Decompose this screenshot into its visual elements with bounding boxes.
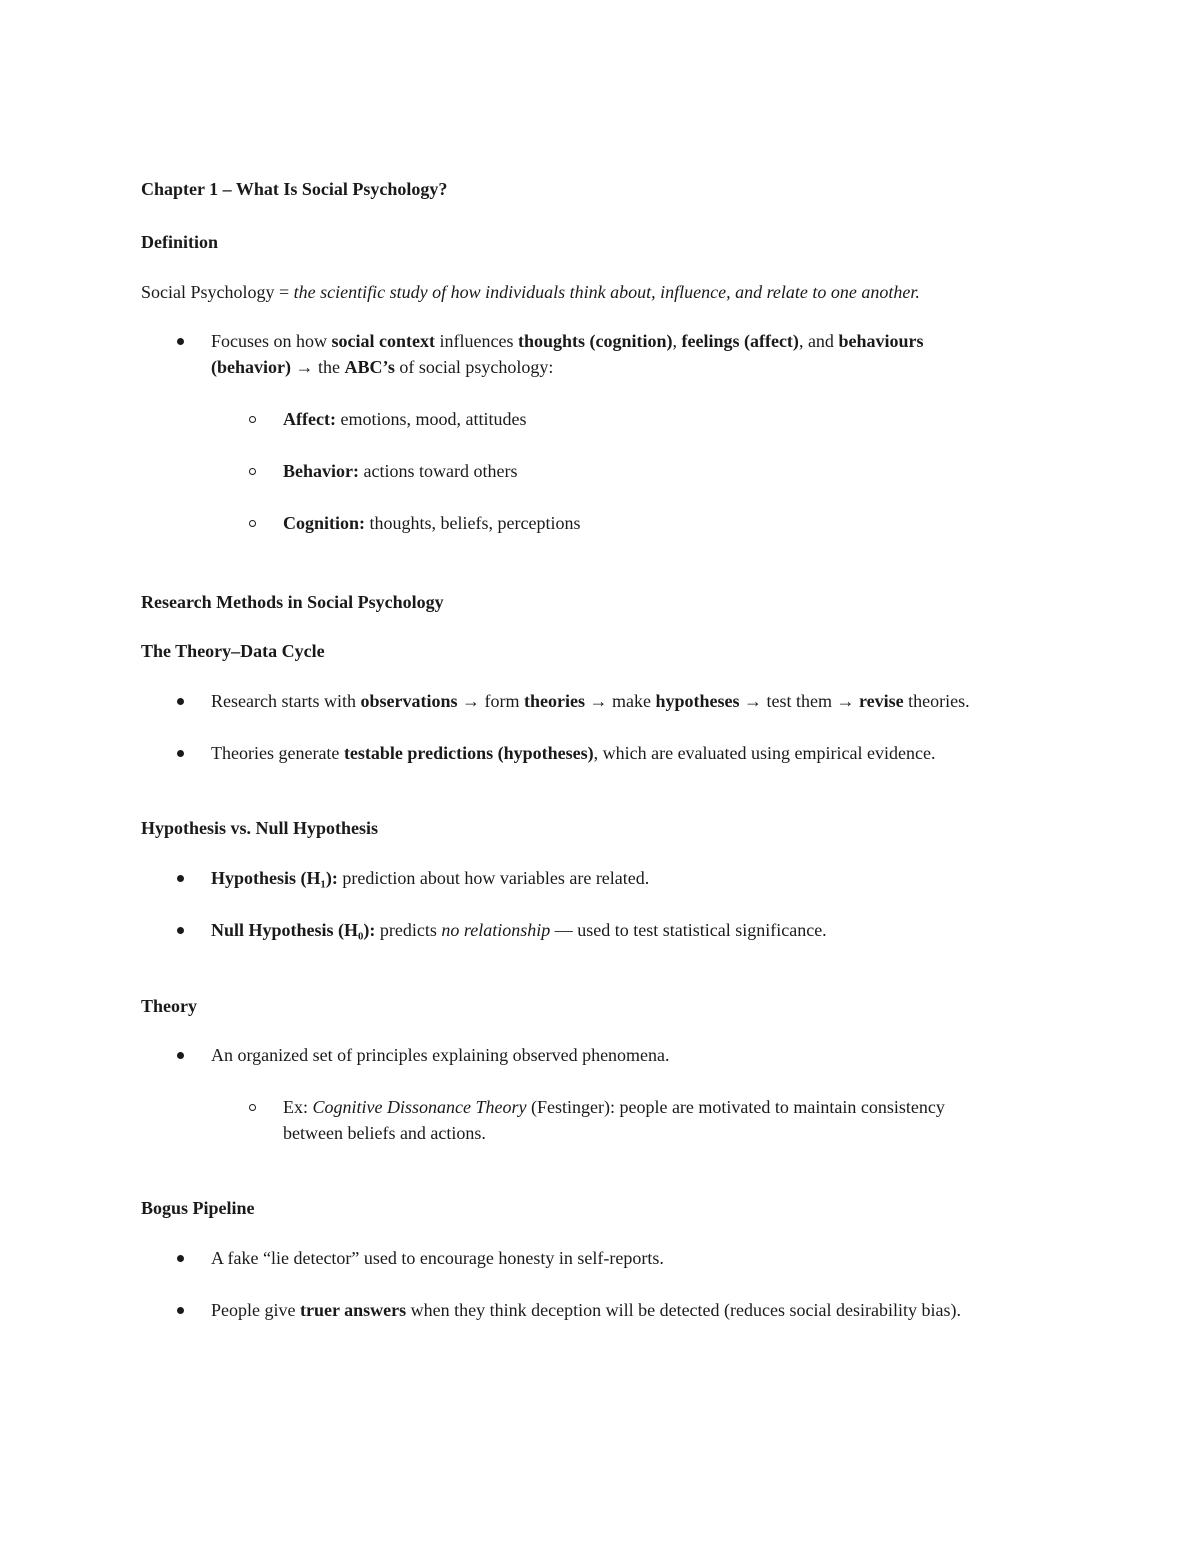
- sub-item-text: emotions, mood, attitudes: [335, 409, 527, 429]
- bogus-bullet-1: A fake “lie detector” used to encourage honesty in self-reports.: [211, 1248, 664, 1268]
- text-run: ,: [672, 331, 682, 351]
- text-run: predicts: [375, 920, 442, 940]
- bold-run: theories: [523, 691, 585, 711]
- bold-run: thoughts (cognition): [517, 331, 673, 351]
- sub-item-cognition: [283, 510, 580, 536]
- bold-run: revise: [858, 691, 904, 711]
- italic-run: Cognitive Dissonance Theory: [312, 1097, 527, 1117]
- hypothesis-heading: Hypothesis vs. Null Hypothesis: [141, 818, 379, 838]
- bold-run: observations: [360, 691, 458, 711]
- hypothesis-bullet: [211, 865, 649, 891]
- bold-run: ABC’s: [344, 357, 395, 377]
- sub-bullet-icon: [247, 1094, 259, 1120]
- sub-item-label: Affect:: [283, 409, 336, 429]
- bold-run: Null Hypothesis (H₀):: [211, 920, 376, 940]
- bold-run: testable predictions (hypotheses): [343, 743, 594, 763]
- bullet-icon: [175, 688, 187, 714]
- text-run: , which are evaluated using empirical evidence.: [593, 743, 936, 763]
- text-run: → make: [584, 691, 656, 711]
- bold-run: truer answers: [299, 1300, 407, 1320]
- theory-data-cycle-heading: The Theory–Data Cycle: [141, 641, 325, 661]
- text-run: prediction about how variables are related.: [337, 868, 650, 888]
- text-run: Theories generate: [211, 743, 344, 763]
- null-hypothesis-bullet: [211, 917, 827, 943]
- bullet-icon: [175, 740, 187, 766]
- bullet-icon: [175, 328, 187, 354]
- bold-run: hypotheses: [655, 691, 740, 711]
- italic-run: no relationship: [441, 920, 551, 940]
- theory-example-line1: [283, 1094, 945, 1120]
- sub-item-affect: [283, 406, 526, 432]
- text-run: of social psychology:: [394, 357, 554, 377]
- abc-bullet-line1: [211, 328, 923, 354]
- sub-item-text: actions toward others: [359, 461, 518, 481]
- bold-run: feelings (affect): [681, 331, 799, 351]
- theory-bullet: An organized set of principles explaining observed phenomena.: [211, 1045, 670, 1065]
- bold-run: social context: [331, 331, 435, 351]
- bullet-icon: [175, 1297, 187, 1323]
- abc-bullet-line2: [211, 354, 553, 380]
- sub-item-text: thoughts, beliefs, perceptions: [365, 513, 581, 533]
- sub-item-behavior: [283, 458, 517, 484]
- definition-text: [141, 279, 920, 305]
- definition-term: Social Psychology =: [141, 282, 294, 302]
- chapter-title: Chapter 1 – What Is Social Psychology?: [141, 179, 448, 199]
- sub-bullet-icon: [247, 406, 259, 432]
- bold-run: (behavior): [211, 357, 291, 377]
- text-run: (Festinger): people are motivated to maintain consistency: [526, 1097, 945, 1117]
- text-run: Research starts with: [211, 691, 361, 711]
- bold-run: behaviours: [838, 331, 924, 351]
- text-run: Focuses on how: [211, 331, 332, 351]
- sub-bullet-icon: [247, 510, 259, 536]
- text-run: People give: [211, 1300, 300, 1320]
- sub-item-label: Cognition:: [283, 513, 366, 533]
- text-run: → test them →: [739, 691, 859, 711]
- bullet-icon: [175, 1042, 187, 1068]
- definition-heading: Definition: [141, 232, 219, 252]
- bullet-icon: [175, 1245, 187, 1271]
- bold-run: Hypothesis (H₁):: [211, 868, 338, 888]
- research-heading: Research Methods in Social Psychology: [141, 592, 444, 612]
- text-run: — used to test statistical significance.: [550, 920, 827, 940]
- text-run: → the: [291, 357, 345, 377]
- cycle-bullet: [211, 688, 970, 714]
- bullet-icon: [175, 865, 187, 891]
- sub-bullet-icon: [247, 458, 259, 484]
- text-run: theories.: [903, 691, 970, 711]
- text-run: influences: [434, 331, 518, 351]
- bullet-icon: [175, 917, 187, 943]
- theory-heading: Theory: [141, 996, 197, 1016]
- bogus-pipeline-heading: Bogus Pipeline: [141, 1198, 255, 1218]
- theory-example-line2: between beliefs and actions.: [283, 1123, 486, 1143]
- text-run: , and: [798, 331, 839, 351]
- text-run: when they think deception will be detected (reduces social desirability bias).: [406, 1300, 961, 1320]
- sub-item-label: Behavior:: [283, 461, 359, 481]
- text-run: → form: [457, 691, 524, 711]
- bogus-bullet-2: [211, 1297, 961, 1323]
- text-run: Ex:: [283, 1097, 313, 1117]
- definition-meaning: the scientific study of how individuals think about, influence, and relate to one another.: [293, 282, 920, 302]
- predictions-bullet: [211, 740, 935, 766]
